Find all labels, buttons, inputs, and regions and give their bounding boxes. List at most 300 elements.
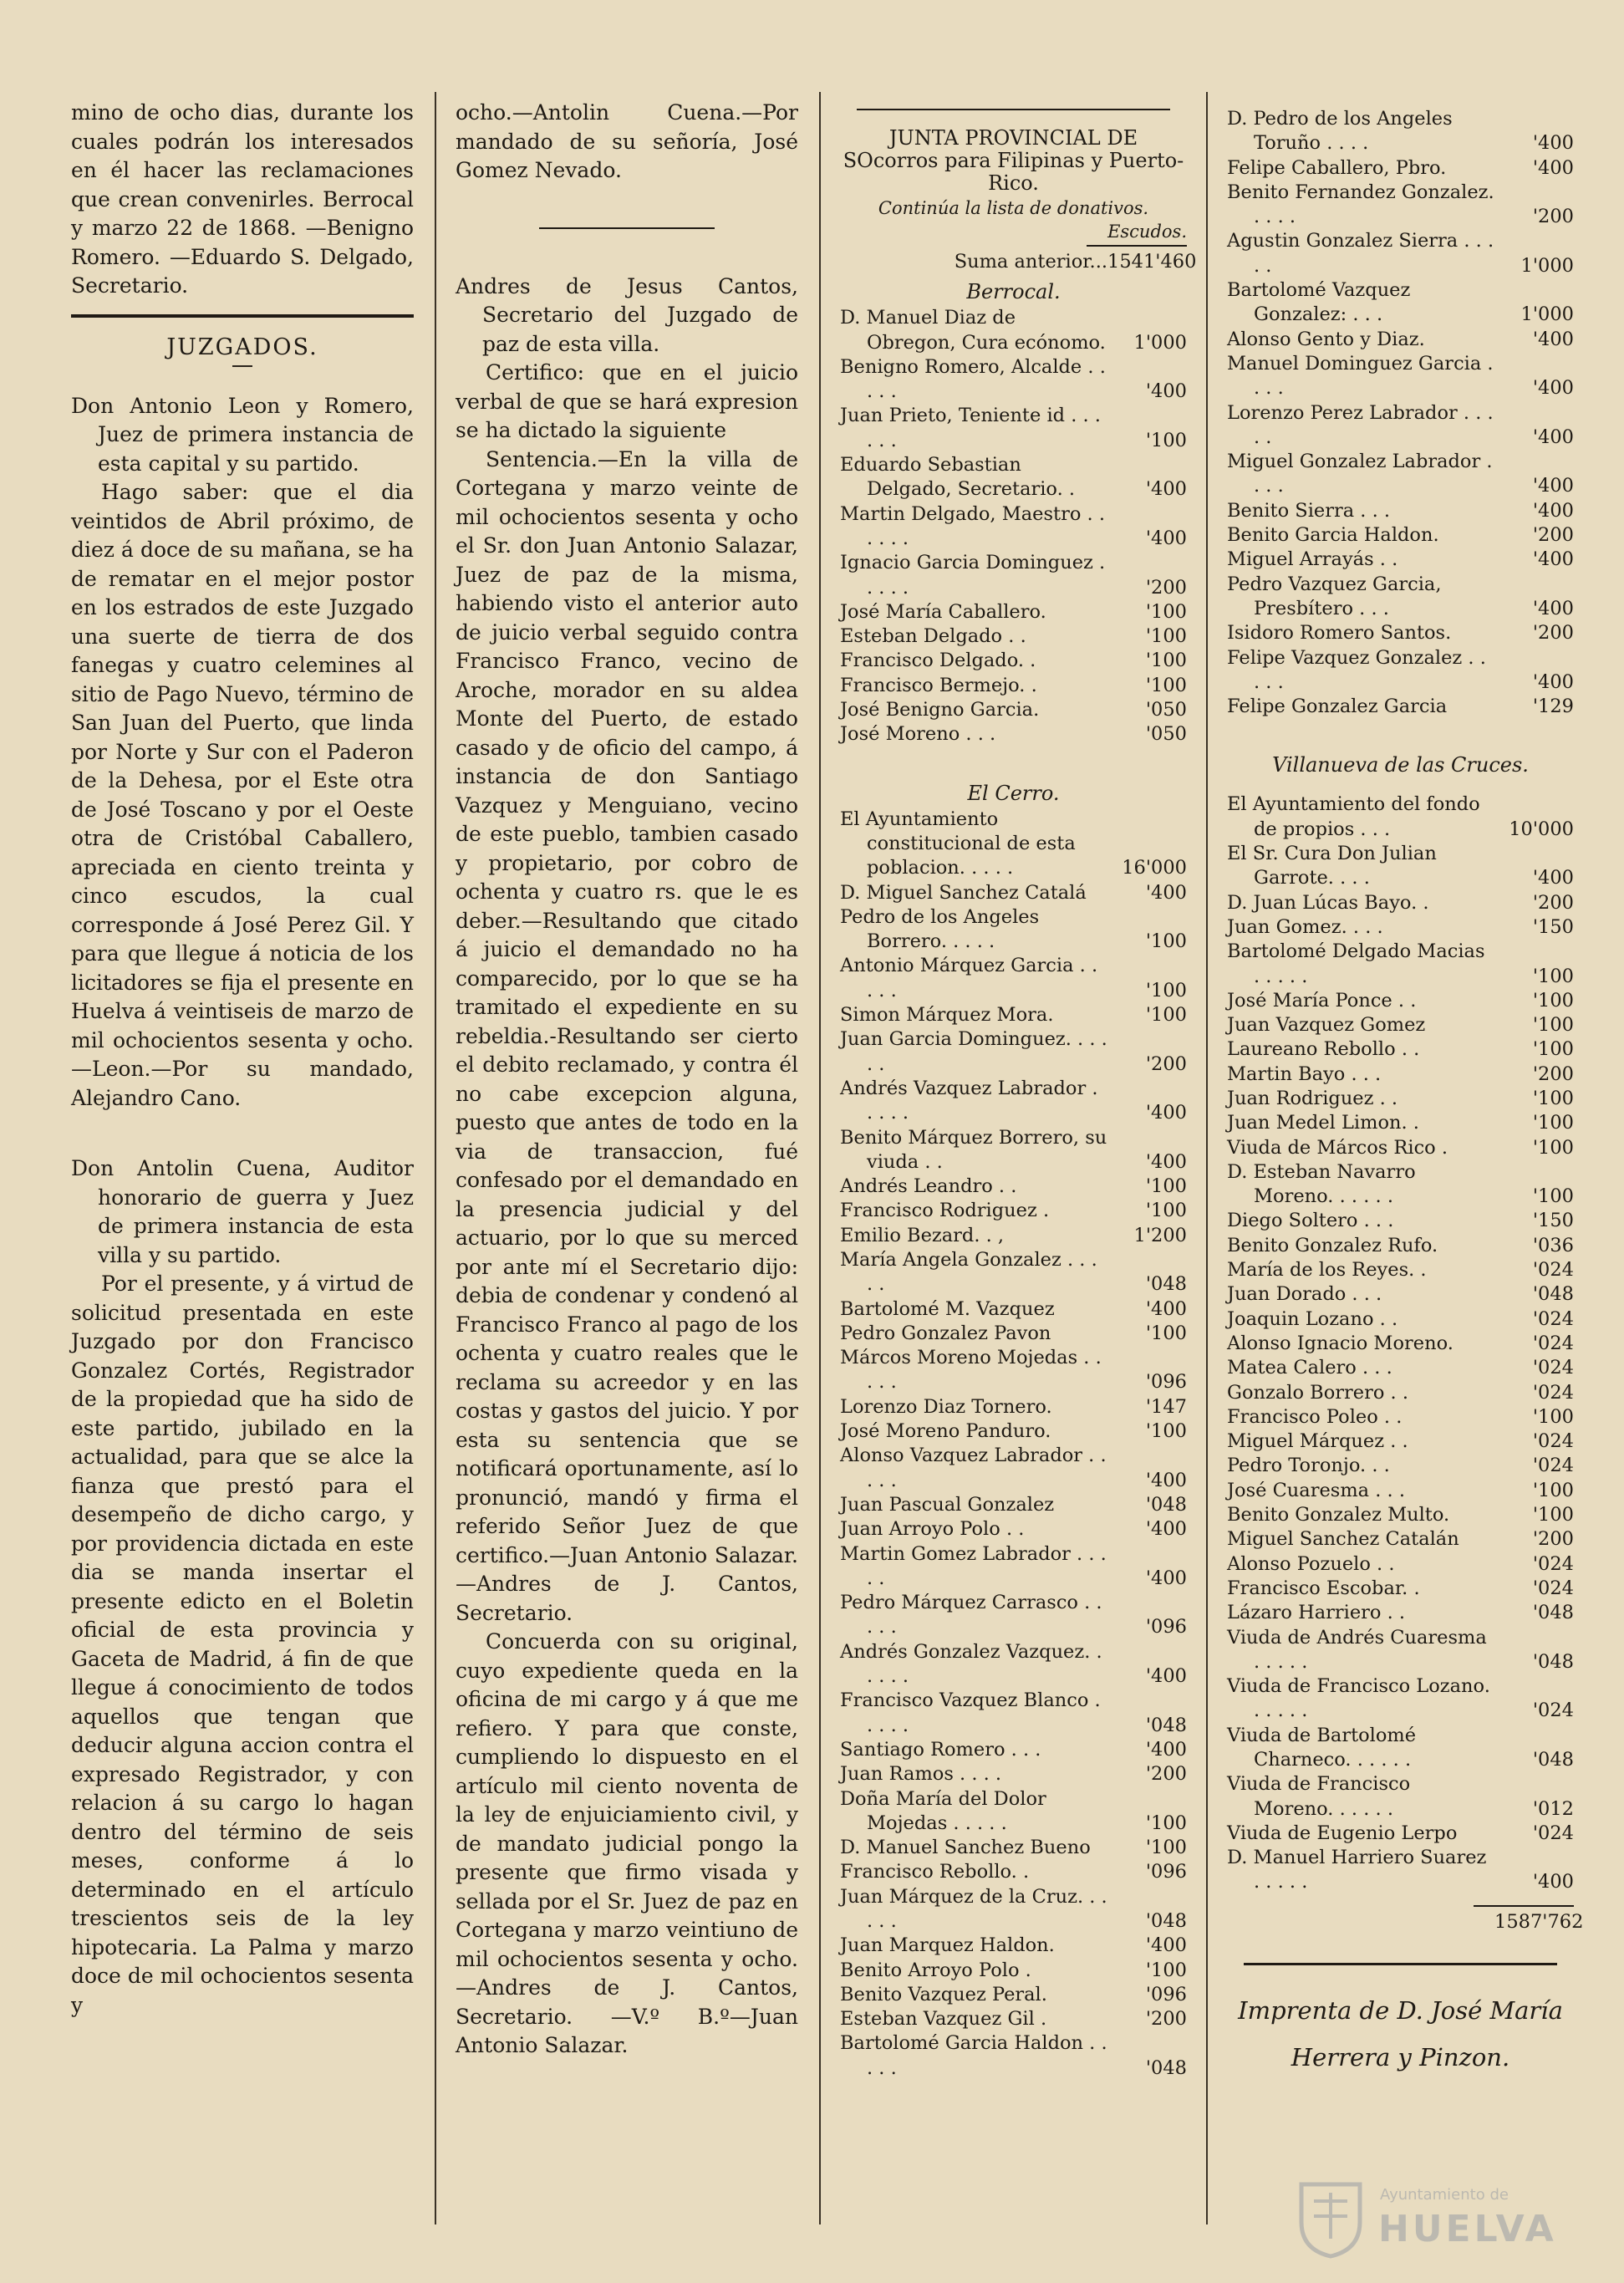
donor-row <box>840 1959 1187 1983</box>
donor-name: Juan Dorado . . . <box>1227 1283 1382 1306</box>
donor-amount: '100 <box>1145 429 1187 451</box>
concordance-text: Concuerda con su original, cuyo expediente queda en la oficina de mi cargo y á que me refiero. Y para que conste, cumpliendo lo dispuesto en el artículo mil ciento noventa de la ley de enjuiciamiento civil, y de mandato judicial pongo la presente que firmo visada y sellada por el Sr. Juez de paz en Cortegana y marzo veintiuno de mil ochocientos sesenta y ocho.—Andres de J. Cantos, Secretario. —V.º B.º—Juan Antonio Salazar. <box>456 1629 798 2057</box>
donor-row <box>840 1493 1187 1517</box>
donor-row <box>840 1762 1187 1786</box>
donor-row <box>1227 278 1574 328</box>
donor-row <box>1227 1136 1574 1160</box>
donor-row <box>1227 1577 1574 1601</box>
donor-amount: '100 <box>1145 1322 1187 1344</box>
donor-name: Francisco Poleo . . <box>1227 1405 1403 1428</box>
donor-amount: '100 <box>1145 1812 1187 1834</box>
donor-amount: '200 <box>1532 206 1574 228</box>
donor-name: José Moreno . . . <box>840 723 996 746</box>
donor-amount: '400 <box>1532 867 1574 889</box>
donor-row <box>1227 1772 1574 1822</box>
donor-amount: '024 <box>1532 1332 1574 1354</box>
donor-name: D. Manuel Diaz de Obregon, Cura ecónomo. <box>840 307 1106 354</box>
donor-name: Felipe Vazquez Gonzalez . . . . . <box>1227 646 1486 693</box>
donor-name: Bartolomé Garcia Haldon . . . . . <box>840 2032 1107 2079</box>
donor-row <box>840 600 1187 624</box>
donor-row <box>840 808 1187 881</box>
donor-row <box>1227 523 1574 548</box>
sum-rule <box>1087 245 1187 247</box>
donor-name: Francisco Bermejo. . <box>840 674 1037 696</box>
donor-name: D. Manuel Harriero Suarez . . . . . <box>1227 1847 1487 1893</box>
watermark-caption: Ayuntamiento de <box>1380 2186 1509 2204</box>
donor-list-berrocal <box>840 306 1187 747</box>
donor-row <box>1227 1087 1574 1111</box>
donor-name: El Ayuntamiento constitucional de esta poblacion. . . . . <box>840 808 1076 879</box>
donor-amount: '100 <box>1145 600 1187 623</box>
donor-row <box>1227 1454 1574 1478</box>
grand-total: 1587'762 <box>1494 1910 1584 1933</box>
donor-row <box>840 2007 1187 2031</box>
donor-name: Juan Marquez Haldon. <box>840 1934 1055 1957</box>
donor-row <box>840 1934 1187 1958</box>
donor-row <box>1227 842 1574 891</box>
donor-row <box>840 954 1187 1003</box>
donor-row <box>840 624 1187 649</box>
donor-name: Miguel Gonzalez Labrador . . . . <box>1227 451 1493 497</box>
donor-row <box>1227 1674 1574 1724</box>
donor-name: Manuel Dominguez Garcia . . . . <box>1227 352 1494 400</box>
edict-intro: Don Antolin Cuena, Auditor honorario de guerra y Juez de primera instancia de esta villa y su partido. <box>71 1156 414 1267</box>
donor-name: José Cuaresma . . . <box>1227 1479 1405 1501</box>
donor-row <box>840 1885 1187 1934</box>
donor-amount: '400 <box>1145 527 1187 549</box>
donor-name: Juan Pascual Gonzalez <box>840 1493 1055 1516</box>
donor-name: Juan Márquez de la Cruz. . . . . . <box>840 1885 1107 1932</box>
donor-name: Bartolomé M. Vazquez <box>840 1297 1055 1320</box>
donor-row <box>840 1787 1187 1837</box>
donor-name: Benito Arroyo Polo . <box>840 1959 1031 1981</box>
donor-name: Andrés Gonzalez Vazquez. . . . . . <box>840 1640 1102 1688</box>
donor-name: Benito Márquez Borrero, su viuda . . <box>840 1126 1107 1173</box>
donor-row <box>1227 891 1574 915</box>
donor-name: Antonio Márquez Garcia . . . . . <box>840 955 1098 1001</box>
donor-name: Pedro Gonzalez Pavon <box>840 1322 1051 1344</box>
donor-name: Francisco Rebollo. . <box>840 1861 1030 1883</box>
donor-amount: '129 <box>1532 696 1574 718</box>
donor-row <box>1227 940 1574 989</box>
donor-row <box>840 1591 1187 1640</box>
donor-name: Doña María del Dolor Mojedas . . . . . <box>840 1787 1046 1834</box>
donor-name: Andrés Leandro . . <box>840 1175 1017 1198</box>
donor-amount: '048 <box>1532 1650 1574 1673</box>
donor-amount: '100 <box>1145 979 1187 1001</box>
donor-amount: '048 <box>1145 1273 1187 1296</box>
donor-amount: '100 <box>1532 1087 1574 1109</box>
donor-row <box>840 1738 1187 1762</box>
donor-amount: '100 <box>1532 1038 1574 1061</box>
donor-name: Martin Delgado, Maestro . . . . . . <box>840 502 1105 549</box>
donor-amount: '400 <box>1532 597 1574 619</box>
donor-amount: 1541'460 <box>1107 251 1197 273</box>
donor-row <box>840 551 1187 600</box>
crest-icon <box>1293 2176 1368 2260</box>
donor-amount: 1'200 <box>1133 1224 1187 1246</box>
donor-amount: '100 <box>1145 1200 1187 1222</box>
donor-row <box>1227 1405 1574 1429</box>
donor-amount: '100 <box>1532 1504 1574 1526</box>
donor-row <box>840 881 1187 905</box>
donor-amount: '400 <box>1145 1518 1187 1541</box>
donor-row <box>840 1346 1187 1395</box>
donor-row <box>840 453 1187 502</box>
donor-amount: '200 <box>1532 622 1574 645</box>
donor-name: Emilio Bezard. . , <box>840 1224 1005 1246</box>
donor-name: Matea Calero . . . <box>1227 1357 1392 1379</box>
donor-name: Francisco Delgado. . <box>840 650 1036 672</box>
donor-amount: '400 <box>1145 1469 1187 1491</box>
donor-amount: '100 <box>1145 1004 1187 1027</box>
donor-amount: '400 <box>1532 670 1574 693</box>
donor-amount: '024 <box>1532 1259 1574 1282</box>
donor-row <box>1227 499 1574 523</box>
donor-row <box>840 1175 1187 1199</box>
currency-label: Escudos. <box>1107 222 1187 242</box>
donor-amount: '400 <box>1145 1665 1187 1688</box>
donor-row <box>840 1224 1187 1248</box>
donor-row <box>840 1077 1187 1126</box>
donor-name: Juan Prieto, Teniente id . . . . . . <box>840 405 1101 451</box>
donor-row <box>1227 1724 1574 1773</box>
donor-row <box>840 355 1187 405</box>
donor-amount: '048 <box>1145 1714 1187 1736</box>
donor-amount: '400 <box>1145 1297 1187 1320</box>
donor-amount: '024 <box>1532 1822 1574 1844</box>
donor-row <box>1227 1479 1574 1503</box>
donor-amount: '096 <box>1145 1983 1187 2005</box>
donor-row <box>840 1003 1187 1027</box>
watermark-seal <box>1293 2176 1594 2260</box>
donor-name: D. Esteban Navarro Moreno. . . . . . <box>1227 1160 1416 1208</box>
donor-name: Andrés Vazquez Labrador . . . . . <box>840 1077 1098 1124</box>
continuation-note: Continúa la lista de donativos. <box>878 198 1149 218</box>
donor-amount: '048 <box>1532 1283 1574 1306</box>
donor-name: José María Caballero. <box>840 600 1046 623</box>
donor-amount: '400 <box>1145 1150 1187 1173</box>
donor-row <box>1227 1013 1574 1037</box>
donor-row <box>840 1322 1187 1346</box>
donor-name: Miguel Sanchez Catalán <box>1227 1528 1459 1551</box>
donor-amount: '400 <box>1145 1102 1187 1124</box>
donor-amount: '400 <box>1532 328 1574 350</box>
donor-name: Miguel Arrayás . . <box>1227 548 1398 571</box>
donor-row <box>1227 328 1574 352</box>
edict-body: Por el presente, y á virtud de solicitud presentada en este Juzgado por don Francisco Gonzalez Cortés, Registrador de la propiedad que ha sido de este partido, jubilado en la actualidad, para que se alce la fianza que prestó para el desempeño de dicho cargo, y por providencia dictada en este dia se manda insertar el presente edicto en el Boletin oficial de esta provincia y Gaceta de Madrid, á fin de que llegue á conocimiento de todos aquellos que tengan que deducir alguna accion contra el expresado Registrador, y con relacion á su cargo lo hagan dentro del término de seis meses, conforme á lo determinado en el artículo trescientos seis de la ley hipotecaria. La Palma y marzo doce de mil ochocientos sesenta y <box>71 1271 414 2017</box>
donor-amount: '100 <box>1532 1014 1574 1037</box>
donor-name: Francisco Escobar. . <box>1227 1577 1420 1599</box>
donor-name: Viuda de Márcos Rico . <box>1227 1136 1448 1159</box>
donor-row <box>840 1517 1187 1542</box>
donor-name: Alonso Ignacio Moreno. <box>1227 1332 1453 1354</box>
town-heading: Villanueva de las Cruces. <box>1272 753 1529 777</box>
donor-name: Francisco Vazquez Blanco . . . . . <box>840 1689 1101 1736</box>
donor-row <box>1227 156 1574 181</box>
certificate-intro: Andres de Jesus Cantos, Secretario del Juzgado de paz de esta villa. <box>456 273 798 356</box>
donor-amount: '200 <box>1532 1528 1574 1551</box>
donor-name: Bartolomé Delgado Macias . . . . . <box>1227 940 1485 987</box>
donor-name: Benito Sierra . . . <box>1227 499 1391 522</box>
donor-amount: '048 <box>1145 1493 1187 1516</box>
donor-row <box>1227 1626 1574 1675</box>
donor-amount: '400 <box>1532 1871 1574 1893</box>
section-rule <box>1244 1963 1557 1965</box>
donor-name: Felipe Gonzalez Garcia <box>1227 696 1448 718</box>
edict-body: Hago saber: que el dia veintidos de Abril próximo, de diez á doce de su mañana, se ha de rematar en el mejor postor en los estrados de este Juzgado una suerte de tierra de dos fanegas y cuatro celemines al sitio de Pago Nuevo, término de San Juan del Puerto, que linda por Norte y Sur con el Paderon de la Dehesa, por el Este otra de José Toscano y por el Oeste otra de Cristóbal Caballero, apreciada en ciento treinta y cinco escudos, la cual corresponde á José Perez Gil. Y para que llegue á noticia de los licitadores se fija el presente en Huelva á veintiseis de marzo de mil ochocientos sesenta y ocho.—Leon.—Por su mandado, Alejandro Cano. <box>71 480 414 1110</box>
donor-row <box>840 1419 1187 1444</box>
donor-name: Juan Rodriguez . . <box>1227 1087 1398 1109</box>
donor-row <box>1227 695 1574 719</box>
donor-row <box>840 2031 1187 2081</box>
donor-row <box>1227 1601 1574 1625</box>
donations-title: JUNTA PROVINCIAL DE SOcorros para Filipinas y Puerto-Rico. <box>843 126 1184 195</box>
donor-name: Viuda de Francisco Moreno. . . . . . <box>1227 1773 1411 1820</box>
donor-row <box>840 674 1187 698</box>
donor-row <box>1227 1552 1574 1577</box>
donor-name: El Ayuntamiento del fondo de propios . . . <box>1227 793 1480 840</box>
donor-row <box>840 1297 1187 1322</box>
donor-amount: '100 <box>1532 1136 1574 1159</box>
sentence-text: Sentencia.—En la villa de Cortegana y marzo veinte de mil ochocientos sesenta y ocho el Sr. don Juan Antonio Salazar, Juez de paz de la misma, habiendo visto el anterior auto de juicio verbal seguido contra Francisco Franco, vecino de Aroche, morador en su aldea Monte del Puerto, de estado casado y de oficio del campo, á instancia de don Santiago Vazquez y Menguiano, vecino de este pueblo, tambien casado y propietario, por cobro de ochenta y cuatro rs. que le es deber.—Resultando que citado á juicio el demandado no ha comparecido, por lo que se ha tramitado el expediente en su rebeldia.-Resultando ser cierto el debito reclamado, y contra él no cabe excepcion alguna, puesto que antes de todo en la via de transaccion, fué confesado por el demandado en la presencia judicial y del actuario, por lo que su merced por ante mí el Secretario dijo: debia de condenar y condenó al Francisco Franco al pago de los ochenta y cuatro reales que le reclama su acreedor y en las costas y gastos del juicio. Y por esta su sentencia que se notificará oportunamente, así lo pronunció, mandó y firma el referido Señor Juez de que certifico.—Juan Antonio Salazar.—Andres de J. Cantos, Secretario. <box>456 446 798 1625</box>
donor-name: Felipe Caballero, Pbro. <box>1227 156 1447 179</box>
column-3 <box>840 99 1197 2081</box>
donor-name: Bartolomé Vazquez Gonzalez: . . . <box>1227 279 1411 326</box>
donor-name: Simon Márquez Mora. <box>840 1004 1054 1027</box>
donor-amount: '147 <box>1145 1395 1187 1418</box>
donor-row <box>840 306 1187 355</box>
donor-amount: '200 <box>1145 1052 1187 1075</box>
donor-amount: '096 <box>1145 1616 1187 1638</box>
donor-amount: '024 <box>1532 1430 1574 1453</box>
donor-amount: '200 <box>1532 1063 1574 1085</box>
donor-name: Juan Medel Limon. . <box>1227 1112 1419 1134</box>
donor-name: Benito Garcia Haldon. <box>1227 524 1439 547</box>
watermark-word: HUELVA <box>1378 2208 1557 2250</box>
donor-amount: '400 <box>1532 499 1574 522</box>
donor-amount: '024 <box>1532 1700 1574 1722</box>
donor-name: Alonso Pozuelo . . <box>1227 1552 1395 1575</box>
donor-name: Benito Gonzalez Rufo. <box>1227 1234 1438 1256</box>
donor-row <box>1227 1234 1574 1258</box>
separator-rule <box>539 227 715 229</box>
donor-name: D. Manuel Sanchez Bueno <box>840 1837 1091 1859</box>
donor-row <box>1227 1503 1574 1527</box>
donor-row <box>1227 915 1574 940</box>
donor-amount: '400 <box>1145 1567 1187 1589</box>
donor-name: Juan Gomez. . . . <box>1227 915 1383 938</box>
donor-amount: '100 <box>1532 1479 1574 1501</box>
donor-row <box>1227 1209 1574 1233</box>
donor-amount: 10'000 <box>1509 818 1574 840</box>
donor-row <box>1227 646 1574 696</box>
donor-name: María de los Reyes. . <box>1227 1259 1427 1282</box>
donor-name: Gonzalo Borrero . . <box>1227 1381 1408 1404</box>
donor-name: María Angela Gonzalez . . . . . <box>840 1248 1097 1296</box>
sum-rule <box>1474 1905 1574 1907</box>
donor-amount: '048 <box>1145 2056 1187 2079</box>
donor-row <box>1227 1160 1574 1210</box>
donor-name: Pedro Toronjo. . . <box>1227 1455 1390 1477</box>
donor-row <box>1227 1429 1574 1454</box>
donor-amount: '400 <box>1532 377 1574 400</box>
donor-name: D. Miguel Sanchez Catalá <box>840 881 1087 904</box>
donor-name: José Benigno Garcia. <box>840 699 1040 721</box>
donor-amount: '096 <box>1145 1371 1187 1394</box>
donor-name: Agustin Gonzalez Sierra . . . . . <box>1227 230 1494 277</box>
donor-row <box>1227 792 1574 842</box>
donor-amount: '400 <box>1145 881 1187 904</box>
donor-row <box>1227 1063 1574 1087</box>
donor-name: Juan Ramos . . . . <box>840 1763 1002 1786</box>
donor-name: Esteban Delgado . . <box>840 625 1026 648</box>
column-divider <box>819 92 821 2224</box>
donor-name: Benito Vazquez Peral. <box>840 1983 1047 2005</box>
donor-name: Viuda de Bartolomé Charneco. . . . . . <box>1227 1724 1417 1771</box>
donor-amount: '100 <box>1532 1405 1574 1428</box>
donor-amount: '400 <box>1145 1738 1187 1761</box>
donor-amount: '400 <box>1145 380 1187 403</box>
dash-rule <box>232 365 252 367</box>
donor-row <box>1227 1381 1574 1405</box>
column-2 <box>456 99 798 2061</box>
donor-name: Pedro Márquez Carrasco . . . . . <box>840 1592 1102 1638</box>
donor-row <box>1227 1527 1574 1552</box>
donor-name: Viuda de Eugenio Lerpo <box>1227 1822 1458 1844</box>
donor-row <box>840 502 1187 552</box>
donor-list-cerro <box>840 808 1187 2081</box>
donor-name: Francisco Rodriguez . <box>840 1200 1050 1222</box>
donor-amount: '100 <box>1532 1112 1574 1134</box>
donor-name: Esteban Vazquez Gil . <box>840 2008 1047 2031</box>
donor-amount: '048 <box>1145 1910 1187 1932</box>
donor-name: Viuda de Andrés Cuaresma . . . . . <box>1227 1626 1487 1673</box>
donor-amount: '024 <box>1532 1357 1574 1379</box>
donor-list-cerro-continued <box>1227 107 1574 719</box>
donor-name: Juan Arroyo Polo . . <box>840 1518 1025 1541</box>
donor-row <box>1227 1111 1574 1135</box>
donor-name: Santiago Romero . . . <box>840 1738 1041 1761</box>
donor-row <box>840 1199 1187 1223</box>
total-row <box>1227 1910 1584 1934</box>
donor-amount: '024 <box>1532 1381 1574 1404</box>
donor-row <box>840 905 1187 955</box>
donor-amount: '200 <box>1532 891 1574 914</box>
donor-amount: '100 <box>1145 625 1187 648</box>
printer-line: Herrera y Pinzon. <box>1291 2043 1510 2072</box>
donor-amount: '150 <box>1532 915 1574 938</box>
donor-name: Lázaro Harriero . . <box>1227 1602 1406 1624</box>
donor-name: D. Juan Lúcas Bayo. . <box>1227 891 1429 914</box>
donor-name: Benigno Romero, Alcalde . . . . . <box>840 355 1106 403</box>
donor-row <box>1227 621 1574 645</box>
printer-line: Imprenta de D. José María <box>1238 1996 1563 2026</box>
donor-name: El Sr. Cura Don Julian Garrote. . . . <box>1227 843 1437 889</box>
donor-name: Juan Garcia Dominguez. . . . . . <box>840 1028 1107 1075</box>
donor-name: Alonso Vazquez Labrador . . . . . <box>840 1445 1107 1491</box>
donor-row <box>840 1542 1187 1592</box>
donor-name: José María Ponce . . <box>1227 989 1417 1012</box>
donor-row <box>1227 1282 1574 1307</box>
donor-row <box>1227 107 1574 156</box>
donor-name: Laureano Rebollo . . <box>1227 1038 1420 1061</box>
donor-row <box>840 698 1187 722</box>
donor-amount: 16'000 <box>1122 857 1187 879</box>
donor-name: Márcos Moreno Mojedas . . . . . <box>840 1347 1102 1394</box>
donor-name: Alonso Gento y Diaz. <box>1227 328 1425 350</box>
donor-row <box>1227 229 1574 278</box>
donor-row <box>840 1444 1187 1493</box>
donor-name: Lorenzo Perez Labrador . . . . . <box>1227 401 1494 448</box>
column-1 <box>71 99 414 2020</box>
donor-amount: '400 <box>1532 475 1574 497</box>
donor-amount: '100 <box>1145 1959 1187 1981</box>
donor-row <box>840 1836 1187 1860</box>
donor-name: D. Pedro de los Angeles Toruño . . . . <box>1227 108 1453 155</box>
donor-amount: '024 <box>1532 1577 1574 1599</box>
donor-amount: '400 <box>1145 478 1187 501</box>
donor-amount: '150 <box>1532 1210 1574 1232</box>
donor-row <box>840 1689 1187 1738</box>
donor-row <box>1227 1307 1574 1332</box>
donor-amount: '012 <box>1532 1797 1574 1820</box>
donor-amount: '400 <box>1532 132 1574 155</box>
column-4 <box>1227 107 1584 2081</box>
donor-amount: '100 <box>1532 1185 1574 1208</box>
donor-name: Eduardo Sebastian Delgado, Secretario. . <box>840 454 1076 501</box>
donor-amount: '024 <box>1532 1552 1574 1575</box>
donor-row <box>1227 352 1574 401</box>
top-rule <box>857 109 1170 110</box>
donor-name: Joaquin Lozano . . <box>1227 1307 1398 1330</box>
donor-amount: '200 <box>1145 576 1187 599</box>
donor-amount: '100 <box>1532 989 1574 1012</box>
donor-name: Benito Gonzalez Multo. <box>1227 1504 1450 1526</box>
column-divider <box>435 92 436 2224</box>
donor-amount: '048 <box>1532 1749 1574 1771</box>
donor-name: Diego Soltero . . . <box>1227 1210 1394 1232</box>
donor-row <box>1227 573 1574 622</box>
donor-row <box>1227 1037 1574 1062</box>
paragraph: mino de ocho dias, durante los cuales podrán los interesados en él hacer las reclamaciones que crean convenirles. Berrocal y marzo 22 de 1868. —Benigno Romero. —Eduardo S. Delgado, Secretario. <box>71 100 414 298</box>
donor-row <box>1227 181 1574 230</box>
section-heading: JUZGADOS. <box>166 334 318 360</box>
donor-row <box>840 1860 1187 1884</box>
donor-amount: '200 <box>1145 2008 1187 2031</box>
donor-amount: '050 <box>1145 699 1187 721</box>
donor-row <box>840 404 1187 453</box>
donor-row <box>1227 1846 1574 1895</box>
donor-amount: '024 <box>1532 1455 1574 1477</box>
donor-row <box>840 649 1187 673</box>
donor-amount: '100 <box>1145 1175 1187 1198</box>
donor-name: Pedro de los Angeles Borrero. . . . . <box>840 905 1040 953</box>
donor-name: Miguel Márquez . . <box>1227 1430 1408 1453</box>
donor-amount: '100 <box>1145 674 1187 696</box>
section-rule <box>71 314 414 318</box>
donor-row <box>840 1983 1187 2007</box>
donor-amount: 1'000 <box>1133 331 1187 354</box>
donor-amount: '096 <box>1145 1861 1187 1883</box>
donor-row <box>1227 1258 1574 1282</box>
donor-amount: '400 <box>1532 426 1574 448</box>
donor-row <box>1227 1356 1574 1380</box>
previous-sum-row <box>840 250 1197 274</box>
donor-amount: '400 <box>1145 1934 1187 1957</box>
donor-amount: '100 <box>1145 1837 1187 1859</box>
donor-name: Martin Gomez Labrador . . . . . <box>840 1542 1107 1589</box>
